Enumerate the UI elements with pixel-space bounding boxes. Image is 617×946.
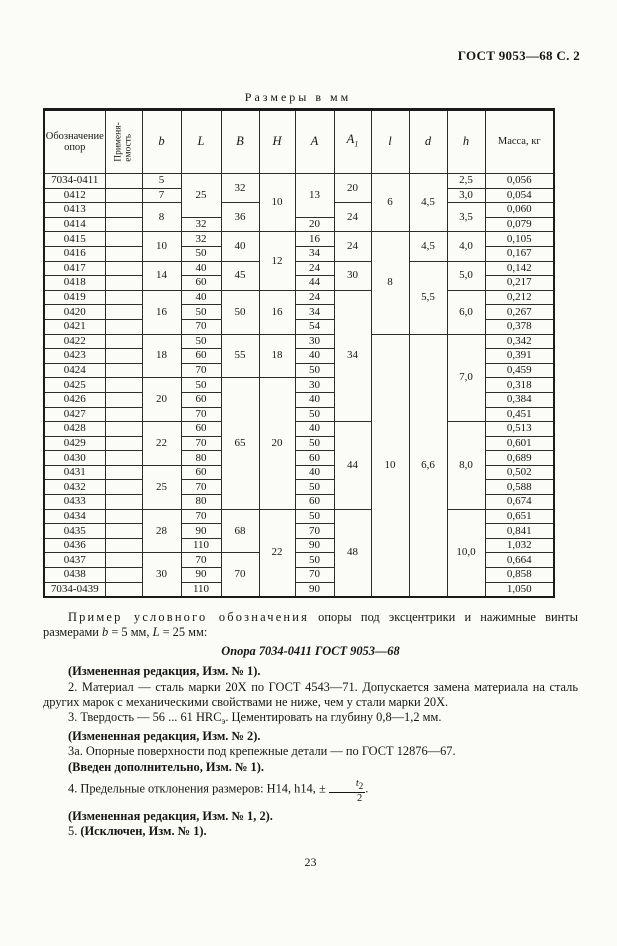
- A-cell: 60: [295, 451, 334, 466]
- d-cell: 4,5: [409, 232, 447, 261]
- table-title: Размеры в мм: [244, 90, 352, 104]
- A-cell: 60: [295, 495, 334, 510]
- applicability-cell: [105, 305, 142, 320]
- mass-cell: 0,601: [485, 436, 554, 451]
- note-revision-1: (Измененная редакция, Изм. № 1).: [68, 664, 261, 679]
- mass-cell: 0,060: [485, 203, 554, 218]
- A-cell: 70: [295, 568, 334, 583]
- applicability-cell: [105, 246, 142, 261]
- applicability-cell: [105, 232, 142, 247]
- applicability-cell: [105, 276, 142, 291]
- applicability-cell: [105, 509, 142, 524]
- designation-cell: 0437: [44, 553, 105, 568]
- designation-cell: 0419: [44, 290, 105, 305]
- paragraph-4-deviations: 4. Предельные отклонения размеров: H14, h14, ± $\frac{t_2}{2}$ .: [68, 777, 369, 805]
- L-cell: 70: [181, 509, 221, 524]
- h-cell: 5,0: [447, 261, 485, 290]
- L-cell: 110: [181, 582, 221, 597]
- A-cell: 50: [295, 407, 334, 422]
- A-cell: 40: [295, 465, 334, 480]
- designation-cell: 0435: [44, 524, 105, 539]
- applicability-cell: [105, 407, 142, 422]
- B-cell: 70: [221, 553, 259, 597]
- mass-cell: 0,105: [485, 232, 554, 247]
- applicability-cell: [105, 495, 142, 510]
- mass-cell: 0,079: [485, 217, 554, 232]
- column-header-designation: Обозначение опор: [44, 110, 105, 174]
- d-cell: 5,5: [409, 261, 447, 334]
- b-cell: 7: [142, 188, 181, 203]
- A1-cell: 48: [334, 509, 371, 597]
- designation-cell: 0414: [44, 217, 105, 232]
- A-cell: 16: [295, 232, 334, 247]
- H-cell: 22: [259, 509, 295, 597]
- table-row: [44, 232, 554, 247]
- column-header-b: b: [142, 110, 181, 174]
- L-cell: 70: [181, 319, 221, 334]
- applicability-cell: [105, 538, 142, 553]
- applicability-cell: [105, 363, 142, 378]
- mass-cell: 0,342: [485, 334, 554, 349]
- A1-cell: 34: [334, 290, 371, 421]
- B-cell: 50: [221, 290, 259, 334]
- var-L: L: [152, 624, 160, 639]
- mass-cell: 0,651: [485, 509, 554, 524]
- applicability-cell: [105, 174, 142, 189]
- l-cell: 10: [371, 334, 409, 597]
- L-cell: 40: [181, 261, 221, 276]
- A1-cell: 44: [334, 422, 371, 510]
- mass-cell: 0,674: [485, 495, 554, 510]
- A-cell: 50: [295, 480, 334, 495]
- table-body: [44, 174, 554, 597]
- h-cell: 8,0: [447, 422, 485, 510]
- L-cell: 70: [181, 480, 221, 495]
- L-cell: 70: [181, 407, 221, 422]
- mass-cell: 0,459: [485, 363, 554, 378]
- var-b: b: [102, 624, 109, 639]
- applicability-cell: [105, 188, 142, 203]
- h-cell: 6,0: [447, 290, 485, 334]
- b-cell: 20: [142, 378, 181, 422]
- designation-cell: 0431: [44, 465, 105, 480]
- notes-section: [43, 610, 578, 839]
- designation-cell: 0417: [44, 261, 105, 276]
- mass-cell: 0,267: [485, 305, 554, 320]
- L-cell: 32: [181, 217, 221, 232]
- B-cell: 68: [221, 509, 259, 553]
- B-cell: 55: [221, 334, 259, 378]
- mass-cell: 0,502: [485, 465, 554, 480]
- mass-cell: 0,451: [485, 407, 554, 422]
- table-row: [44, 422, 554, 437]
- L-cell: 70: [181, 363, 221, 378]
- A-cell: 40: [295, 349, 334, 364]
- L-cell: 70: [181, 553, 221, 568]
- note-added-1: (Введен дополнительно, Изм. № 1).: [68, 759, 264, 774]
- table-row: [44, 290, 554, 305]
- L-cell: 60: [181, 276, 221, 291]
- designation-cell: 0425: [44, 378, 105, 393]
- d-cell: 6,6: [409, 334, 447, 597]
- mass-cell: 0,391: [485, 349, 554, 364]
- applicability-cell: [105, 568, 142, 583]
- L-cell: 32: [181, 232, 221, 247]
- designation-cell: 0415: [44, 232, 105, 247]
- applicability-cell: [105, 480, 142, 495]
- d-cell: 4,5: [409, 174, 447, 232]
- column-header-B: B: [221, 110, 259, 174]
- designation-cell: 0421: [44, 319, 105, 334]
- table-row: [44, 334, 554, 349]
- column-header-h: h: [447, 110, 485, 174]
- B-cell: 36: [221, 203, 259, 232]
- b-cell: 10: [142, 232, 181, 261]
- A-cell: 90: [295, 582, 334, 597]
- h-cell: 2,5: [447, 174, 485, 189]
- b-cell: 25: [142, 465, 181, 509]
- H-cell: 18: [259, 334, 295, 378]
- designation-cell: 0433: [44, 495, 105, 510]
- L-cell: 50: [181, 378, 221, 393]
- paragraph-3-hardness: 3. Твердость — 56 ... 61 $HRC_э$. Цементировать на глубину 0,8—1,2 мм.: [68, 709, 442, 726]
- designation-cell: 0416: [44, 246, 105, 261]
- A-cell: 50: [295, 509, 334, 524]
- applicability-cell: [105, 290, 142, 305]
- A-cell: 24: [295, 261, 334, 276]
- h-cell: 10,0: [447, 509, 485, 597]
- A1-cell: 30: [334, 261, 371, 290]
- L-cell: 50: [181, 334, 221, 349]
- A1-cell: 24: [334, 232, 371, 261]
- B-cell: 32: [221, 174, 259, 203]
- table-row: [44, 174, 554, 189]
- l-cell: 8: [371, 232, 409, 334]
- standard-header: ГОСТ 9053—68 С. 2: [457, 48, 580, 63]
- designation-cell: 0412: [44, 188, 105, 203]
- L-cell: 60: [181, 422, 221, 437]
- b-cell: 5: [142, 174, 181, 189]
- A-cell: 20: [295, 217, 334, 232]
- A-cell: 50: [295, 363, 334, 378]
- mass-cell: 0,689: [485, 451, 554, 466]
- applicability-cell: [105, 451, 142, 466]
- mass-cell: 0,588: [485, 480, 554, 495]
- column-header-H: H: [259, 110, 295, 174]
- h-cell: 3,5: [447, 203, 485, 232]
- designation-cell: 0426: [44, 392, 105, 407]
- b-cell: 14: [142, 261, 181, 290]
- designation-cell: 0436: [44, 538, 105, 553]
- h-cell: 7,0: [447, 334, 485, 422]
- dimensions-section: [43, 90, 553, 598]
- paragraph-5-excluded: 5. (Исключен, Изм. № 1).: [68, 823, 207, 838]
- B-cell: 45: [221, 261, 259, 290]
- A-cell: 34: [295, 246, 334, 261]
- applicability-cell: [105, 582, 142, 597]
- mass-cell: 1,032: [485, 538, 554, 553]
- l-cell: 6: [371, 174, 409, 232]
- mass-cell: 0,664: [485, 553, 554, 568]
- mass-cell: 0,142: [485, 261, 554, 276]
- A-cell: 30: [295, 334, 334, 349]
- A1-cell: 20: [334, 174, 371, 203]
- A-cell: 44: [295, 276, 334, 291]
- mass-cell: 0,858: [485, 568, 554, 583]
- designation-cell: 0424: [44, 363, 105, 378]
- column-header-d: d: [409, 110, 447, 174]
- A-cell: 34: [295, 305, 334, 320]
- L-cell: 50: [181, 246, 221, 261]
- applicability-cell: [105, 319, 142, 334]
- designation-cell: 0420: [44, 305, 105, 320]
- designation-cell: 0427: [44, 407, 105, 422]
- b-cell: 22: [142, 422, 181, 466]
- applicability-cell: [105, 203, 142, 218]
- table-header: [44, 110, 554, 174]
- B-cell: 40: [221, 232, 259, 261]
- designation-cell: 7034-0439: [44, 582, 105, 597]
- column-header-A: A: [295, 110, 334, 174]
- mass-cell: 0,384: [485, 392, 554, 407]
- mass-cell: 0,378: [485, 319, 554, 334]
- applicability-cell: [105, 217, 142, 232]
- L-cell: 70: [181, 436, 221, 451]
- paragraph-2-material: 2. Материал — сталь марки 20Х по ГОСТ 4543—71. Допускается замена материала на сталь других марок с механическими свойствами не ниже, чем у стали марки 20Х.: [43, 679, 578, 709]
- H-cell: 20: [259, 378, 295, 509]
- note-revision-2: (Измененная редакция, Изм. № 2).: [68, 729, 261, 744]
- A-cell: 54: [295, 319, 334, 334]
- A-cell: 40: [295, 422, 334, 437]
- h-cell: 3,0: [447, 188, 485, 203]
- mass-cell: 0,513: [485, 422, 554, 437]
- column-header-applicability: Применя- емость: [105, 110, 142, 174]
- designation-example-line: Опора 7034-0411 ГОСТ 9053—68: [221, 644, 400, 659]
- L-cell: 60: [181, 392, 221, 407]
- L-cell: 60: [181, 465, 221, 480]
- mass-cell: 0,056: [485, 174, 554, 189]
- example-spaced-text: Пример условного обозначения: [68, 609, 309, 624]
- mass-cell: 0,318: [485, 378, 554, 393]
- A1-cell: 24: [334, 203, 371, 232]
- A-cell: 40: [295, 392, 334, 407]
- paragraph-3a-surfaces: 3а. Опорные поверхности под крепежные детали — по ГОСТ 12876—67.: [68, 744, 456, 759]
- designation-cell: 0418: [44, 276, 105, 291]
- b-cell: 18: [142, 334, 181, 378]
- H-cell: 16: [259, 290, 295, 334]
- b-cell: 8: [142, 203, 181, 232]
- designation-cell: 0430: [44, 451, 105, 466]
- fraction-denominator: 2: [356, 793, 363, 805]
- dimensions-table: [43, 108, 555, 598]
- A-cell: 90: [295, 538, 334, 553]
- A-cell: 30: [295, 378, 334, 393]
- L-cell: 80: [181, 495, 221, 510]
- mass-cell: 0,212: [485, 290, 554, 305]
- b-cell: 16: [142, 290, 181, 334]
- L-cell: 80: [181, 451, 221, 466]
- applicability-cell: [105, 378, 142, 393]
- mass-cell: 0,167: [485, 246, 554, 261]
- applicability-cell: [105, 422, 142, 437]
- example-paragraph: Пример условного обозначения опоры под эксцентрики и нажимные винты размерами b = 5 мм, L = 25 мм:: [43, 609, 578, 639]
- applicability-cell: [105, 392, 142, 407]
- L-cell: 110: [181, 538, 221, 553]
- designation-cell: 0428: [44, 422, 105, 437]
- b-cell: 30: [142, 553, 181, 597]
- L-cell: 90: [181, 568, 221, 583]
- fraction-numerator: $t_2$: [329, 779, 365, 794]
- B-cell: 65: [221, 378, 259, 509]
- A-cell: 50: [295, 553, 334, 568]
- designation-cell: 0434: [44, 509, 105, 524]
- A-cell: 70: [295, 524, 334, 539]
- table-row: [44, 261, 554, 276]
- note-revision-12: (Измененная редакция, Изм. № 1, 2).: [68, 808, 273, 823]
- applicability-cell: [105, 334, 142, 349]
- H-cell: 12: [259, 232, 295, 290]
- applicability-cell: [105, 261, 142, 276]
- column-header-A1: $A_1$: [334, 110, 371, 174]
- designation-cell: 0423: [44, 349, 105, 364]
- designation-cell: 7034-0411: [44, 174, 105, 189]
- designation-cell: 0429: [44, 436, 105, 451]
- designation-cell: 0413: [44, 203, 105, 218]
- applicability-cell: [105, 524, 142, 539]
- applicability-cell: [105, 436, 142, 451]
- mass-cell: 1,050: [485, 582, 554, 597]
- L-cell: 90: [181, 524, 221, 539]
- A-cell: 13: [295, 174, 334, 218]
- tolerance-fraction: [329, 779, 365, 805]
- column-header-L: L: [181, 110, 221, 174]
- b-cell: 28: [142, 509, 181, 553]
- mass-cell: 0,054: [485, 188, 554, 203]
- L-cell: 50: [181, 305, 221, 320]
- designation-cell: 0432: [44, 480, 105, 495]
- hrc-subscript: э: [221, 715, 226, 726]
- mass-cell: 0,217: [485, 276, 554, 291]
- mass-cell: 0,841: [485, 524, 554, 539]
- H-cell: 10: [259, 174, 295, 232]
- designation-cell: 0438: [44, 568, 105, 583]
- A-cell: 50: [295, 436, 334, 451]
- page-number: 23: [304, 855, 317, 870]
- column-header-mass: Масса, кг: [485, 110, 554, 174]
- applicability-cell: [105, 465, 142, 480]
- table-row: [44, 509, 554, 524]
- column-header-l: l: [371, 110, 409, 174]
- L-cell: 25: [181, 174, 221, 218]
- applicability-cell: [105, 553, 142, 568]
- designation-cell: 0422: [44, 334, 105, 349]
- L-cell: 40: [181, 290, 221, 305]
- L-cell: 60: [181, 349, 221, 364]
- h-cell: 4,0: [447, 232, 485, 261]
- A-cell: 24: [295, 290, 334, 305]
- applicability-cell: [105, 349, 142, 364]
